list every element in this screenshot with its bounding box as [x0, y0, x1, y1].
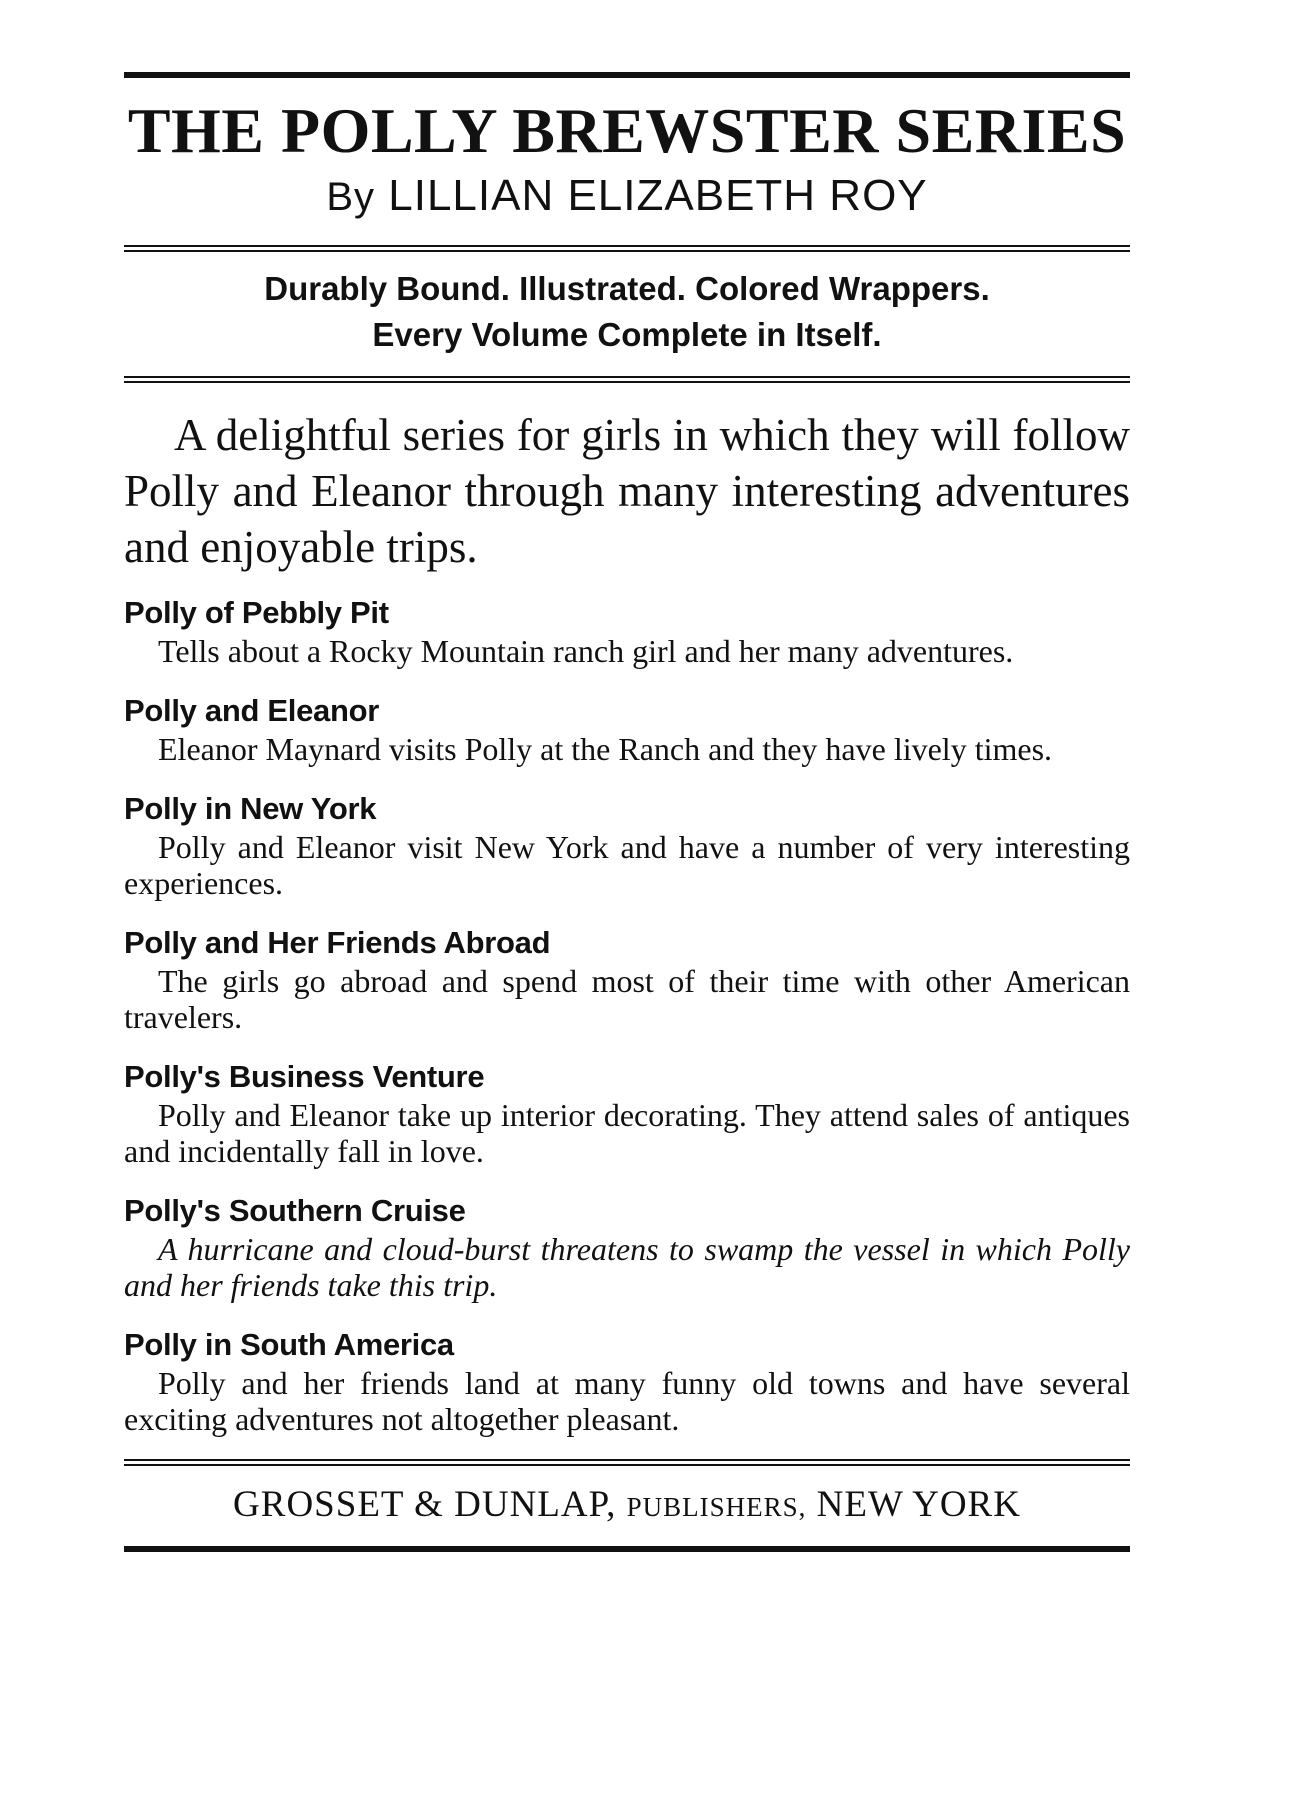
- divider-rule: [124, 376, 1130, 383]
- book-entry: [124, 593, 1130, 669]
- author-line: [124, 170, 1130, 223]
- publisher-name: GROSSET & DUNLAP,: [233, 1484, 617, 1525]
- publisher-city: NEW YORK: [816, 1484, 1021, 1525]
- advertisement-page: [124, 72, 1130, 1552]
- book-description: Tells about a Rocky Mountain ranch girl and her many adventures.: [158, 633, 1014, 669]
- book-entry: [124, 789, 1130, 901]
- book-title: Polly's Southern Cruise: [124, 1193, 466, 1228]
- book-description: Polly and Eleanor visit New York and have a number of very interesting experiences.: [124, 829, 1130, 901]
- book-entry: [124, 1057, 1130, 1169]
- book-entry: [124, 1191, 1130, 1303]
- publisher-label: PUBLISHERS,: [626, 1492, 807, 1522]
- book-entry: [124, 1325, 1130, 1437]
- divider-rule: [124, 1459, 1130, 1466]
- book-title: Polly of Pebbly Pit: [124, 595, 389, 630]
- features-line-1: Durably Bound. Illustrated. Colored Wrappers.: [264, 270, 990, 307]
- book-description: The girls go abroad and spend most of their time with other American travelers.: [124, 963, 1130, 1035]
- book-title: Polly and Her Friends Abroad: [124, 925, 551, 960]
- bottom-heavy-rule: [124, 1546, 1130, 1552]
- series-intro: A delightful series for girls in which they will follow Polly and Eleanor through many interesting adventures and enjoyable trips.: [124, 410, 1130, 572]
- author-name: LILLIAN ELIZABETH ROY: [388, 171, 928, 220]
- features-line-2: Every Volume Complete in Itself.: [372, 316, 882, 353]
- publisher-imprint: [124, 1480, 1130, 1532]
- book-title: Polly in South America: [124, 1327, 454, 1362]
- features-block: [124, 266, 1130, 358]
- book-entry: [124, 691, 1130, 767]
- book-title: Polly's Business Venture: [124, 1059, 485, 1094]
- book-title: Polly in New York: [124, 791, 377, 826]
- top-heavy-rule: [124, 72, 1130, 78]
- author-by: By: [326, 175, 376, 219]
- divider-rule: [124, 245, 1130, 252]
- book-description: Polly and her friends land at many funny old towns and have several exciting adventures not altogether pleasant.: [124, 1365, 1130, 1437]
- series-title: THE POLLY BREWSTER SERIES: [127, 95, 1127, 166]
- book-title: Polly and Eleanor: [124, 693, 380, 728]
- book-description: Polly and Eleanor take up interior decorating. They attend sales of antiques and incidentally fall in love.: [124, 1097, 1130, 1169]
- book-description: A hurricane and cloud-burst threatens to swamp the vessel in which Polly and her friends take this trip.: [124, 1231, 1130, 1303]
- book-description: Eleanor Maynard visits Polly at the Ranch and they have lively times.: [158, 731, 1053, 767]
- book-entry: [124, 923, 1130, 1035]
